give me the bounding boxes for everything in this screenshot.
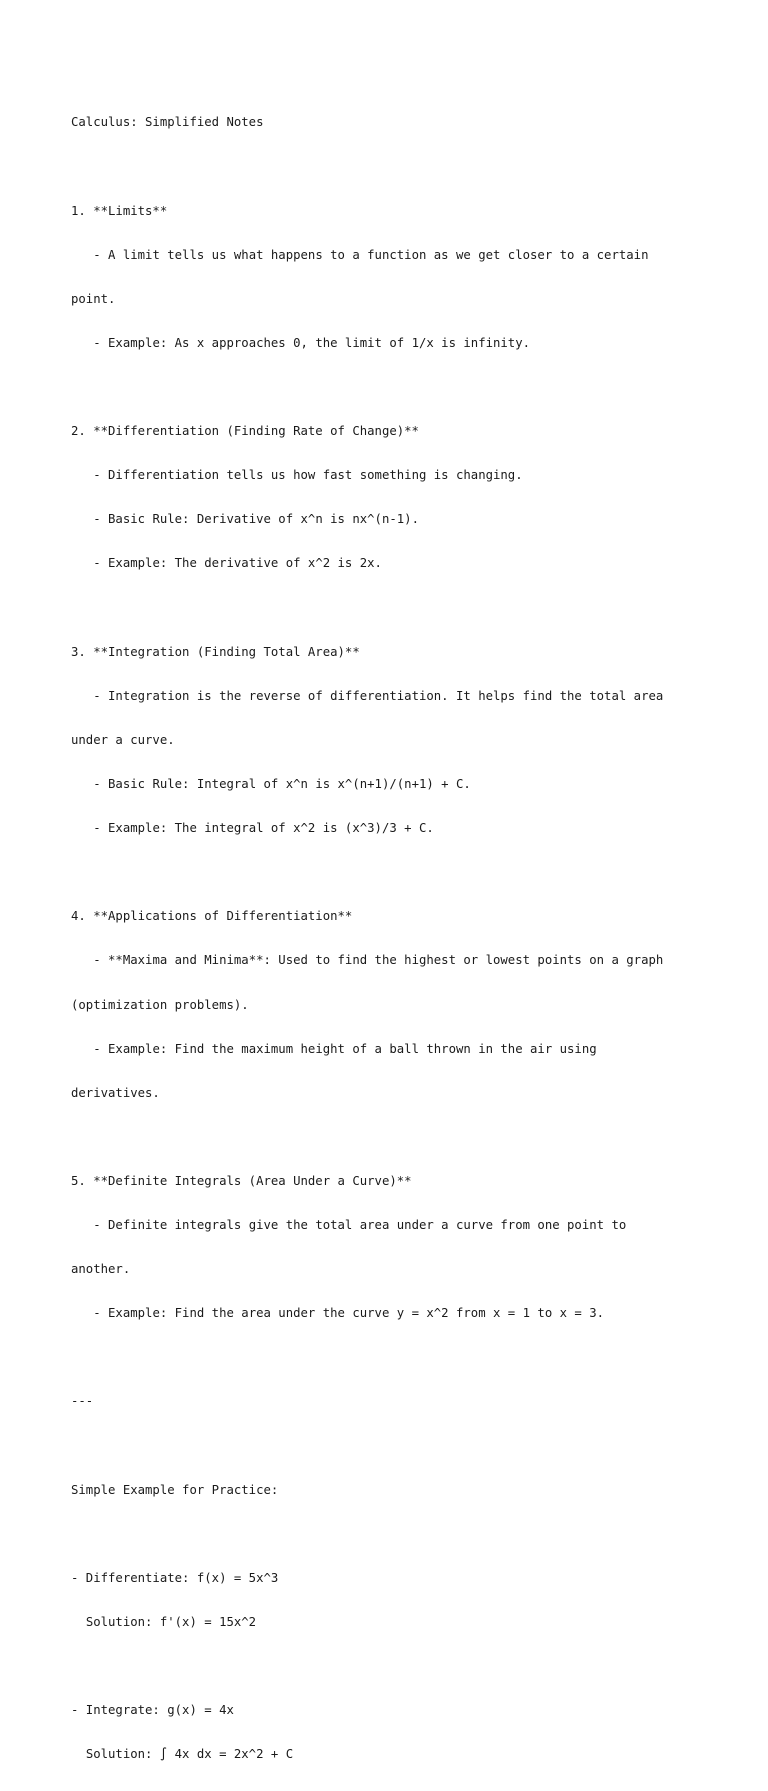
section-heading-differentiation: 2. **Differentiation (Finding Rate of Change)** [71, 424, 419, 439]
section-heading-applications: 4. **Applications of Differentiation** [71, 909, 353, 924]
practice-item: - Differentiate: f(x) = 5x^3 [71, 1570, 279, 1585]
document-title: Calculus: Simplified Notes [71, 115, 264, 130]
section-heading-limits: 1. **Limits** [71, 203, 168, 218]
practice-item: - Integrate: g(x) = 4x [71, 1703, 234, 1718]
text-line: - Example: The derivative of x^2 is 2x. [71, 556, 382, 571]
text-line: - Basic Rule: Integral of x^n is x^(n+1)/(n+1) + C. [71, 777, 471, 791]
text-line: - Differentiation tells us how fast something is changing. [71, 468, 523, 483]
document-text [71, 86, 691, 1791]
practice-heading: Simple Example for Practice: [71, 1482, 279, 1497]
blank-line [71, 380, 691, 395]
separator-line: --- [71, 1394, 94, 1409]
section-heading-definite-integrals: 5. **Definite Integrals (Area Under a Curve)** [71, 1173, 412, 1188]
blank-line [71, 1350, 691, 1365]
text-line: another. [71, 1262, 131, 1277]
text-line: under a curve. [71, 732, 175, 747]
text-line: derivatives. [71, 1085, 160, 1100]
practice-solution: Solution: f'(x) = 15x^2 [71, 1615, 257, 1629]
text-line: - **Maxima and Minima**: Used to find the highest or lowest points on a graph [71, 953, 664, 968]
text-line: - Example: The integral of x^2 is (x^3)/3 + C. [71, 821, 434, 836]
text-line: - A limit tells us what happens to a function as we get closer to a certain [71, 247, 649, 262]
blank-line [71, 1527, 691, 1542]
blank-line [71, 160, 691, 175]
text-line: - Integration is the reverse of differentiation. It helps find the total area [71, 688, 664, 703]
text-line: - Definite integrals give the total area under a curve from one point to [71, 1218, 627, 1233]
text-line: point. [71, 291, 116, 306]
blank-line [71, 601, 691, 616]
blank-line [71, 865, 691, 880]
practice-solution: Solution: ∫ 4x dx = 2x^2 + C [71, 1747, 294, 1762]
text-line: (optimization problems). [71, 997, 249, 1012]
blank-line [71, 1130, 691, 1145]
blank-line [71, 1439, 691, 1454]
blank-line [71, 1659, 691, 1674]
section-heading-integration: 3. **Integration (Finding Total Area)** [71, 644, 360, 659]
text-line: - Basic Rule: Derivative of x^n is nx^(n-1). [71, 512, 419, 527]
text-line: - Example: Find the area under the curve y = x^2 from x = 1 to x = 3. [71, 1306, 605, 1321]
text-line: - Example: Find the maximum height of a ball thrown in the air using [71, 1041, 597, 1056]
text-line: - Example: As x approaches 0, the limit of 1/x is infinity. [71, 335, 531, 350]
